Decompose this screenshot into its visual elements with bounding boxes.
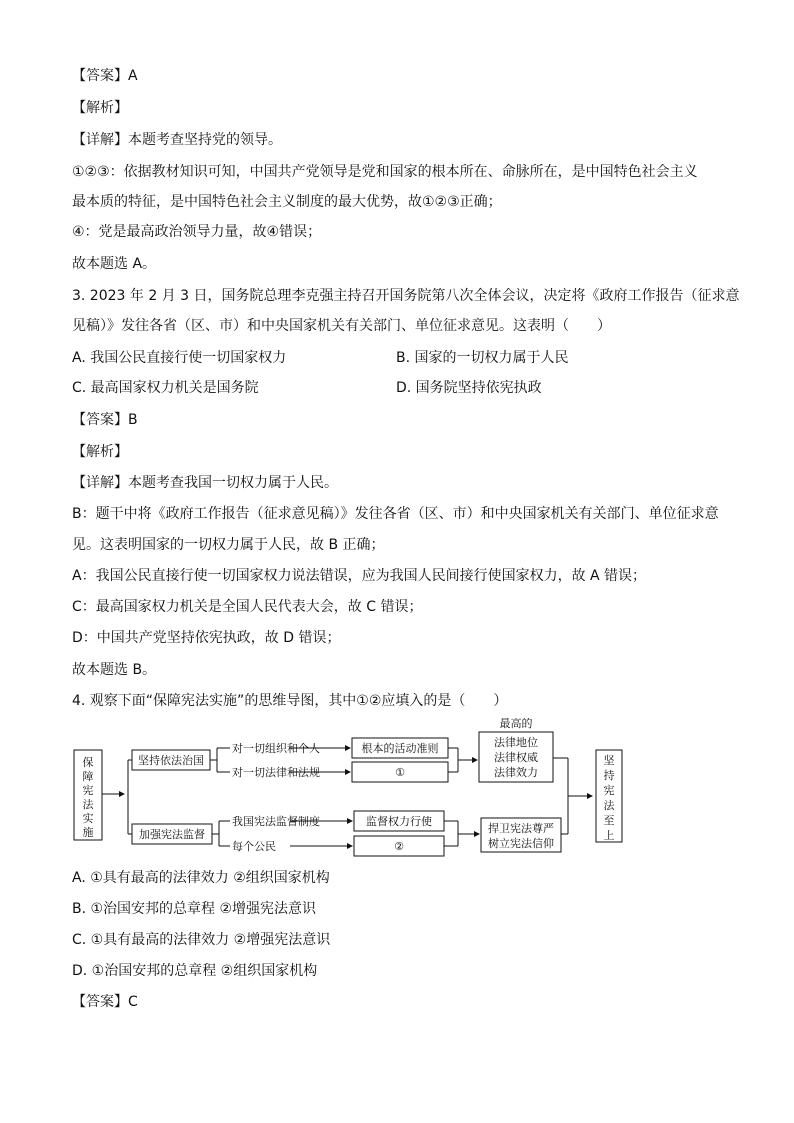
q3-stem-b: 见稿）》发往各省（区、市）和中央国家机关有关部门、单位征求意见。这表明（ ） [72,318,611,334]
detail-1: 【详解】本题考查坚持党的领导。 [72,132,282,148]
box2-label: ① [395,766,405,779]
mindmap-diagram [72,718,632,860]
q3-explanation-3: C：最高国家权力机关是全国人民代表大会，故 C 错误； [72,599,423,615]
leaf4-label: 每个公民 [232,840,276,853]
result2-line1: 捍卫宪法尊严 [488,822,554,835]
q3-explanation-4: D：中国共产党坚持依宪执政，故 D 错误； [72,630,341,646]
q3-conclusion: 故本题选 B。 [72,662,157,678]
final-char-1: 坚 [603,754,615,767]
q3-analysis: 【解析】 [72,444,128,460]
explanation-1c: ④：党是最高政治领导力量，故④错误； [72,224,322,240]
root-char-6: 施 [82,826,94,839]
q3-option-c: C. 最高国家权力机关是国务院 [72,380,259,396]
explanation-1b: 最本质的特征，是中国特色社会主义制度的最大优势，故①②③正确； [72,194,502,210]
result1-line2: 法律权威 [494,751,538,764]
q3-option-a: A. 我国公民直接行使一切国家权力 [72,350,287,366]
box3-label: 监督权力行使 [366,815,432,828]
q4-stem: 4. 观察下面“保障宪法实施”的思维导图，其中①②应填入的是（ ） [72,693,508,709]
q4-answer: 【答案】C [72,994,138,1010]
final-char-4: 法 [603,799,615,812]
q4-option-d: D. ①治国安邦的总章程 ②组织国家机构 [72,963,318,979]
q3-option-d: D. 国务院坚持依宪执政 [396,380,542,396]
box1-label: 根本的活动准则 [361,742,439,755]
conclusion-1: 故本题选 A。 [72,256,157,272]
final-char-5: 至 [603,814,615,827]
result2-line2: 树立宪法信仰 [488,837,554,850]
branch2-label: 加强宪法监督 [139,828,205,841]
result1-line1: 法律地位 [494,736,538,749]
leaf1-label: 对一切组织和个人 [232,742,320,755]
q3-answer: 【答案】B [72,412,138,428]
q3-stem-a: 3. 2023 年 2 月 3 日，国务院总理李克强主持召开国务院第八次全体会议，决定将《政府工作报告（征求意 [72,288,740,304]
final-char-3: 宪 [603,784,615,797]
q3-explanation-1a: B：题干中将《政府工作报告（征求意见稿）》发往各省（区、市）和中央国家机关有关部门、单位征求意 [72,506,719,522]
answer-label-1: 【答案】A [72,68,138,84]
final-char-6: 上 [603,829,615,842]
root-char-5: 实 [82,812,94,825]
q3-explanation-2: A：我国公民直接行使一切国家权力说法错误，应为我国人民间接行使国家权力，故 A 错误； [72,568,647,584]
q4-option-b: B. ①治国安邦的总章程 ②增强宪法意识 [72,901,317,917]
explanation-1a: ①②③：依据教材知识可知，中国共产党领导是党和国家的根本所在、命脉所在，是中国特色社会主义 [72,164,698,180]
root-char-1: 保 [82,756,94,769]
final-char-2: 持 [603,769,615,782]
q3-detail: 【详解】本题考查我国一切权力属于人民。 [72,475,338,491]
root-char-4: 法 [82,798,94,811]
result1-line3: 法律效力 [494,766,538,779]
root-char-3: 宪 [82,784,94,797]
q4-option-a: A. ①具有最高的法律效力 ②组织国家机构 [72,870,330,886]
root-char-2: 障 [82,770,94,783]
q3-option-b: B. 国家的一切权力属于人民 [396,350,569,366]
leaf2-label: 对一切法律和法规 [232,766,320,779]
q4-option-c: C. ①具有最高的法律效力 ②增强宪法意识 [72,932,331,948]
branch1-label: 坚持依法治国 [138,754,204,767]
analysis-label-1: 【解析】 [72,100,128,116]
top-label: 最高的 [499,718,533,730]
q3-explanation-1b: 见。这表明国家的一切权力属于人民，故 B 正确； [72,537,385,553]
leaf3-label: 我国宪法监督制度 [232,815,320,828]
box4-label: ② [394,840,404,853]
